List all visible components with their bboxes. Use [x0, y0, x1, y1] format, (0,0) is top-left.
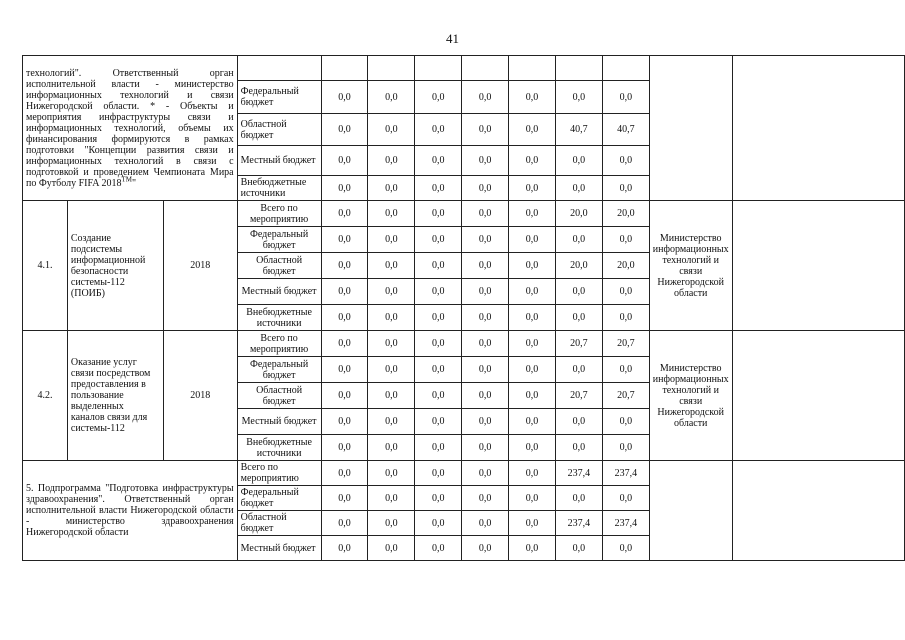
amount-cell: 0,0: [462, 81, 509, 114]
funding-source: Областной бюджет: [237, 511, 321, 536]
amount-cell: 0,0: [509, 383, 556, 409]
amount-cell: 0,0: [462, 409, 509, 435]
amount-cell: 0,0: [415, 279, 462, 305]
table-row: [23, 331, 905, 357]
notes-cell: [732, 56, 904, 201]
amount-cell: 0,0: [321, 536, 368, 561]
funding-source: Областной бюджет: [237, 383, 321, 409]
amount-cell: 0,0: [415, 81, 462, 114]
executor-cell: [649, 56, 732, 201]
empty-cell: [462, 56, 509, 81]
amount-cell: 0,0: [509, 279, 556, 305]
amount-cell: 0,0: [368, 201, 415, 227]
amount-cell: 237,4: [555, 461, 602, 486]
amount-cell: 237,4: [555, 511, 602, 536]
amount-cell: 0,0: [555, 435, 602, 461]
amount-cell: 0,0: [462, 176, 509, 201]
amount-cell: 0,0: [602, 357, 649, 383]
funding-source: Местный бюджет: [237, 409, 321, 435]
amount-cell: 0,0: [321, 81, 368, 114]
amount-cell: 0,0: [415, 486, 462, 511]
amount-cell: 0,0: [321, 201, 368, 227]
amount-cell: 0,0: [415, 227, 462, 253]
budget-table: [22, 55, 905, 561]
table-row: [23, 201, 905, 227]
amount-cell: 0,0: [509, 253, 556, 279]
funding-source: Внебюджетные источники: [237, 305, 321, 331]
amount-cell: 0,0: [462, 357, 509, 383]
amount-cell: 0,0: [509, 114, 556, 146]
empty-cell: [509, 56, 556, 81]
notes-cell: [732, 331, 904, 461]
amount-cell: 0,0: [509, 146, 556, 176]
amount-cell: 0,0: [368, 435, 415, 461]
amount-cell: 0,0: [462, 114, 509, 146]
empty-cell: [321, 56, 368, 81]
funding-source: Областной бюджет: [237, 253, 321, 279]
amount-cell: 0,0: [462, 201, 509, 227]
funding-source: Внебюджетные источники: [237, 176, 321, 201]
amount-cell: 20,0: [555, 201, 602, 227]
amount-cell: 20,0: [602, 201, 649, 227]
item-index: 4.1.: [23, 201, 68, 331]
amount-cell: 237,4: [602, 511, 649, 536]
amount-cell: 0,0: [321, 114, 368, 146]
amount-cell: 0,0: [321, 227, 368, 253]
amount-cell: 0,0: [462, 435, 509, 461]
amount-cell: 237,4: [602, 461, 649, 486]
item-year: 2018: [163, 331, 237, 461]
executor-cell: Министерство информационных технологий и связи Нижегородской области: [649, 201, 732, 331]
amount-cell: 0,0: [368, 114, 415, 146]
item-year: 2018: [163, 201, 237, 331]
item-name: Создание подсистемы информационной безопасности системы-112 (ПОИБ): [67, 201, 163, 331]
amount-cell: 0,0: [509, 305, 556, 331]
amount-cell: 20,7: [602, 383, 649, 409]
amount-cell: 0,0: [415, 114, 462, 146]
amount-cell: 0,0: [368, 357, 415, 383]
amount-cell: 0,0: [368, 409, 415, 435]
amount-cell: 20,0: [555, 253, 602, 279]
amount-cell: 0,0: [462, 511, 509, 536]
amount-cell: 40,7: [555, 114, 602, 146]
amount-cell: 0,0: [509, 536, 556, 561]
funding-source: Местный бюджет: [237, 279, 321, 305]
amount-cell: 0,0: [462, 486, 509, 511]
executor-cell: Министерство информационных технологий и связи Нижегородской области: [649, 331, 732, 461]
amount-cell: 0,0: [415, 511, 462, 536]
subprogram-description: 5. Подпрограмма "Подготовка инфраструктуры здравоохранения". Ответственный орган исполнительной власти Нижегородской области - министерство здравоохранения Нижегородской области: [23, 461, 238, 561]
amount-cell: 0,0: [509, 409, 556, 435]
amount-cell: 0,0: [415, 331, 462, 357]
amount-cell: 0,0: [462, 461, 509, 486]
funding-source: Местный бюджет: [237, 536, 321, 561]
notes-cell: [732, 201, 904, 331]
amount-cell: 0,0: [462, 305, 509, 331]
page-number: 41: [446, 31, 459, 46]
amount-cell: 0,0: [509, 461, 556, 486]
amount-cell: 0,0: [321, 331, 368, 357]
description-text: технологий". Ответственный орган исполнительной власти - министерство информационных технологий и связи Нижегородской области. * - Объекты и мероприятия инфраструктуры связи и информационных технологий, объемы их финансирования формируются в рамках подготовки "Концепции развития связи и информационных технологий в связи с подготовкой и проведением Чемпионата Мира по Футболу FIFA 2018: [26, 67, 234, 189]
amount-cell: 0,0: [321, 253, 368, 279]
amount-cell: 0,0: [368, 331, 415, 357]
amount-cell: 20,0: [602, 253, 649, 279]
amount-cell: 0,0: [509, 486, 556, 511]
amount-cell: 0,0: [462, 146, 509, 176]
amount-cell: 0,0: [321, 486, 368, 511]
amount-cell: 0,0: [368, 227, 415, 253]
amount-cell: 0,0: [415, 146, 462, 176]
amount-cell: 0,0: [462, 536, 509, 561]
amount-cell: 20,7: [555, 331, 602, 357]
amount-cell: 0,0: [509, 435, 556, 461]
amount-cell: 0,0: [368, 176, 415, 201]
amount-cell: 0,0: [415, 536, 462, 561]
amount-cell: 0,0: [368, 461, 415, 486]
amount-cell: 0,0: [415, 461, 462, 486]
amount-cell: 0,0: [415, 435, 462, 461]
empty-cell: [237, 56, 321, 81]
amount-cell: 0,0: [602, 435, 649, 461]
amount-cell: 0,0: [368, 383, 415, 409]
amount-cell: 0,0: [368, 279, 415, 305]
amount-cell: 0,0: [368, 305, 415, 331]
amount-cell: 0,0: [462, 279, 509, 305]
table-row: [23, 56, 905, 81]
amount-cell: 0,0: [415, 383, 462, 409]
amount-cell: 0,0: [462, 227, 509, 253]
amount-cell: 0,0: [321, 305, 368, 331]
table-row: [23, 461, 905, 486]
amount-cell: 0,0: [368, 146, 415, 176]
amount-cell: 0,0: [321, 279, 368, 305]
amount-cell: 0,0: [321, 176, 368, 201]
amount-cell: 0,0: [462, 383, 509, 409]
funding-source: Федеральный бюджет: [237, 227, 321, 253]
amount-cell: 0,0: [368, 253, 415, 279]
amount-cell: 0,0: [602, 409, 649, 435]
amount-cell: 0,0: [602, 146, 649, 176]
amount-cell: 0,0: [415, 409, 462, 435]
trademark-mark: TM: [121, 175, 132, 184]
amount-cell: 0,0: [555, 227, 602, 253]
amount-cell: 0,0: [602, 305, 649, 331]
amount-cell: 0,0: [555, 486, 602, 511]
amount-cell: 0,0: [415, 253, 462, 279]
amount-cell: 0,0: [462, 253, 509, 279]
amount-cell: 0,0: [602, 176, 649, 201]
amount-cell: 0,0: [321, 461, 368, 486]
funding-source: Федеральный бюджет: [237, 357, 321, 383]
amount-cell: 0,0: [415, 357, 462, 383]
funding-source: Областной бюджет: [237, 114, 321, 146]
amount-cell: 0,0: [555, 81, 602, 114]
amount-cell: 0,0: [602, 227, 649, 253]
amount-cell: 0,0: [555, 146, 602, 176]
amount-cell: 0,0: [555, 176, 602, 201]
funding-source: Всего по мероприятию: [237, 331, 321, 357]
item-name: Оказание услуг связи посредством предоставления в пользование выделенных каналов связи для системы-112: [67, 331, 163, 461]
amount-cell: 0,0: [555, 305, 602, 331]
amount-cell: 0,0: [509, 357, 556, 383]
funding-source: Всего по мероприятию: [237, 201, 321, 227]
amount-cell: 20,7: [602, 331, 649, 357]
empty-cell: [602, 56, 649, 81]
empty-cell: [415, 56, 462, 81]
empty-cell: [368, 56, 415, 81]
amount-cell: 0,0: [321, 357, 368, 383]
funding-source: Местный бюджет: [237, 146, 321, 176]
amount-cell: 0,0: [555, 357, 602, 383]
notes-cell: [732, 461, 904, 561]
amount-cell: 0,0: [415, 305, 462, 331]
amount-cell: 0,0: [415, 201, 462, 227]
amount-cell: 0,0: [321, 409, 368, 435]
amount-cell: 0,0: [368, 511, 415, 536]
amount-cell: 0,0: [321, 146, 368, 176]
funding-source: Всего по мероприятию: [237, 461, 321, 486]
amount-cell: 0,0: [368, 486, 415, 511]
amount-cell: 40,7: [602, 114, 649, 146]
amount-cell: 0,0: [602, 81, 649, 114]
executor-cell: [649, 461, 732, 561]
continuation-description: [23, 56, 238, 201]
empty-cell: [555, 56, 602, 81]
amount-cell: 0,0: [368, 81, 415, 114]
funding-source: Федеральный бюджет: [237, 81, 321, 114]
amount-cell: 0,0: [555, 536, 602, 561]
amount-cell: 0,0: [555, 279, 602, 305]
amount-cell: 0,0: [555, 409, 602, 435]
closing-quote: ": [131, 177, 137, 189]
amount-cell: 0,0: [321, 435, 368, 461]
amount-cell: 0,0: [415, 176, 462, 201]
funding-source: Федеральный бюджет: [237, 486, 321, 511]
item-index: 4.2.: [23, 331, 68, 461]
amount-cell: 0,0: [509, 81, 556, 114]
amount-cell: 0,0: [321, 383, 368, 409]
amount-cell: 0,0: [321, 511, 368, 536]
amount-cell: 0,0: [509, 331, 556, 357]
funding-source: Внебюджетные источники: [237, 435, 321, 461]
amount-cell: 0,0: [602, 486, 649, 511]
amount-cell: 20,7: [555, 383, 602, 409]
amount-cell: 0,0: [602, 279, 649, 305]
amount-cell: 0,0: [509, 201, 556, 227]
amount-cell: 0,0: [509, 511, 556, 536]
amount-cell: 0,0: [602, 536, 649, 561]
amount-cell: 0,0: [462, 331, 509, 357]
amount-cell: 0,0: [368, 536, 415, 561]
amount-cell: 0,0: [509, 176, 556, 201]
amount-cell: 0,0: [509, 227, 556, 253]
